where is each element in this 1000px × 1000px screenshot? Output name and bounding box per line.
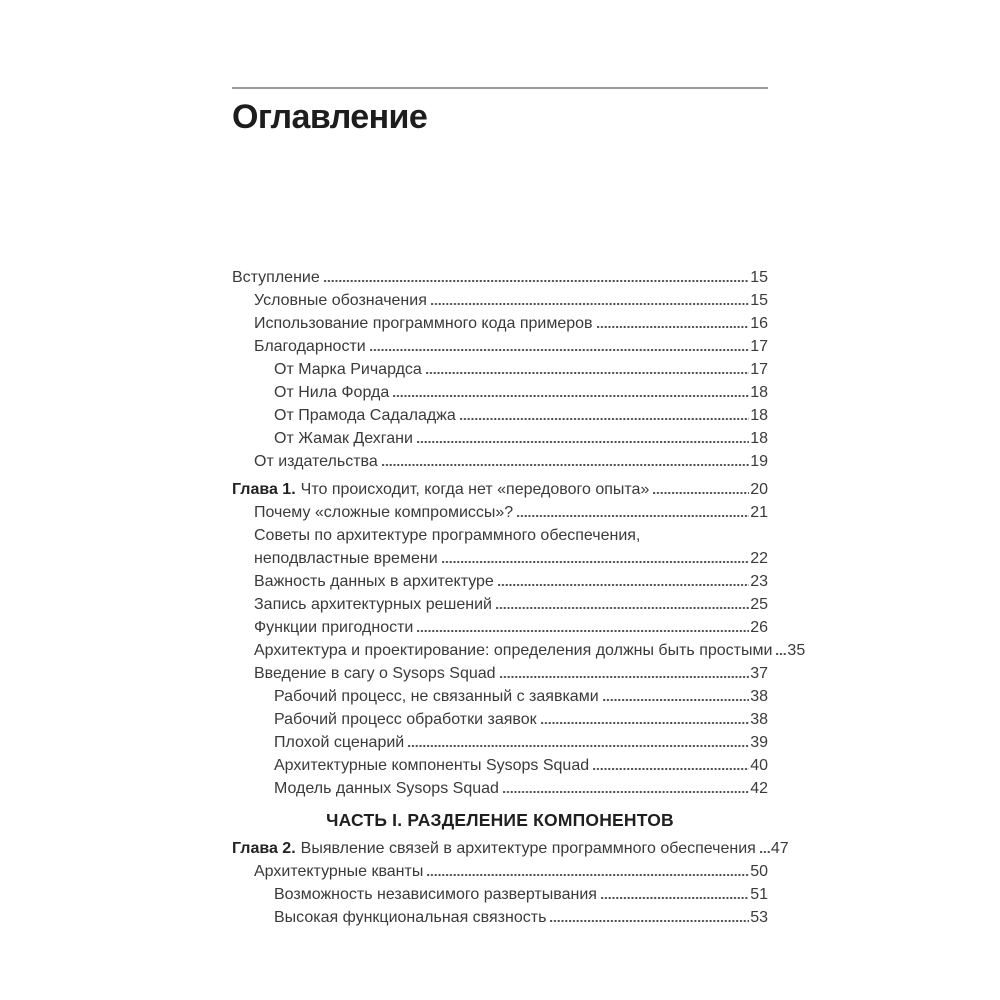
toc-entry-label: Важность данных в архитектуре	[254, 573, 494, 591]
toc-entry-label: Высокая функциональная связность	[274, 909, 547, 927]
page-number: 50	[750, 863, 768, 881]
dot-leader	[426, 372, 749, 374]
dot-leader	[500, 676, 750, 678]
toc-entry-label: Использование программного кода примеров	[254, 315, 593, 333]
toc-entry	[232, 358, 768, 381]
page-number: 35	[787, 642, 806, 660]
toc-entry	[232, 501, 768, 524]
toc-list	[232, 266, 806, 929]
page-number: 40	[750, 757, 768, 775]
page-number: 20	[750, 481, 768, 499]
page-number: 19	[750, 453, 768, 471]
dot-leader	[417, 441, 749, 443]
toc-entry	[232, 906, 768, 929]
toc-entry-label: Архитектура и проектирование: определения должны быть простыми	[254, 642, 773, 660]
toc-entry-label: От Жамак Дехгани	[274, 430, 413, 448]
chapter-number-prefix: Глава 1.	[232, 481, 296, 499]
dot-leader	[593, 768, 749, 770]
dot-leader	[431, 303, 749, 305]
page-number: 22	[750, 550, 768, 568]
page-number: 16	[750, 315, 768, 333]
toc-entry-label: Выявление связей в архитектуре программного обеспечения	[300, 840, 756, 858]
page-number: 18	[750, 384, 768, 402]
toc-entry	[232, 266, 768, 289]
toc-entry	[232, 731, 768, 754]
page-number: 18	[750, 407, 768, 425]
toc-entry-label: Рабочий процесс обработки заявок	[274, 711, 537, 729]
dot-leader	[776, 653, 786, 655]
toc-entry	[232, 883, 768, 906]
toc-entry	[232, 335, 768, 358]
dot-leader	[760, 851, 770, 853]
toc-entry-label: Возможность независимого развертывания	[274, 886, 597, 904]
toc-entry	[232, 524, 768, 547]
toc-entry	[232, 777, 768, 800]
toc-entry-label: От Нила Форда	[274, 384, 390, 402]
toc-entry-chapter	[232, 837, 789, 860]
toc-entry-label: Советы по архитектуре программного обеспечения,	[254, 527, 641, 545]
dot-leader	[597, 326, 750, 328]
toc-entry	[232, 593, 768, 616]
toc-entry	[232, 662, 768, 685]
toc-entry	[232, 450, 768, 473]
toc-entry-label: Что происходит, когда нет «передового опыта»	[300, 481, 650, 499]
toc-entry-label: Модель данных Sysops Squad	[274, 780, 499, 798]
toc-entry-label: От Марка Ричардса	[274, 361, 422, 379]
dot-leader	[601, 897, 749, 899]
page-number: 47	[770, 840, 789, 858]
dot-leader	[442, 561, 750, 563]
dot-leader	[498, 584, 749, 586]
chapter-number-prefix: Глава 2.	[232, 840, 296, 858]
page-title: Оглавление	[232, 98, 428, 136]
dot-leader	[417, 630, 749, 632]
page-number: 39	[750, 734, 768, 752]
page-number: 51	[750, 886, 768, 904]
page-number: 37	[750, 665, 768, 683]
toc-entry	[232, 754, 768, 777]
toc-entry	[232, 289, 768, 312]
part-heading: ЧАСТЬ I. РАЗДЕЛЕНИЕ КОМПОНЕНТОВ	[326, 810, 674, 831]
page-number: 23	[750, 573, 768, 591]
dot-leader	[382, 464, 749, 466]
toc-entry-label: Вступление	[232, 269, 320, 287]
dot-leader	[603, 699, 750, 701]
dot-leader	[550, 920, 749, 922]
toc-entry-label: Условные обозначения	[254, 292, 427, 310]
page-number: 38	[750, 711, 768, 729]
page-number: 18	[750, 430, 768, 448]
toc-entry	[232, 708, 768, 731]
dot-leader	[541, 722, 750, 724]
toc-entry	[232, 639, 806, 662]
page-number: 17	[750, 361, 768, 379]
dot-leader	[408, 745, 749, 747]
toc-entry-label: неподвластные времени	[254, 550, 438, 568]
page-number: 21	[750, 504, 768, 522]
page-number: 53	[750, 909, 768, 927]
dot-leader	[517, 515, 749, 517]
toc-entry-label: Введение в сагу о Sysops Squad	[254, 665, 496, 683]
toc-entry	[232, 312, 768, 335]
toc-entry-label: Рабочий процесс, не связанный с заявками	[274, 688, 599, 706]
toc-entry	[232, 685, 768, 708]
toc-entry-label: Почему «сложные компромиссы»?	[254, 504, 514, 522]
dot-leader	[370, 349, 749, 351]
toc-entry-label: От издательства	[254, 453, 378, 471]
dot-leader	[653, 492, 749, 494]
toc-entry	[232, 547, 768, 570]
page-number: 42	[750, 780, 768, 798]
toc-entry	[232, 570, 768, 593]
dot-leader	[427, 874, 749, 876]
dot-leader	[324, 280, 749, 282]
toc-entry	[232, 427, 768, 450]
dot-leader	[503, 791, 749, 793]
page-number: 17	[750, 338, 768, 356]
toc-entry	[232, 860, 768, 883]
toc-entry-label: Архитектурные компоненты Sysops Squad	[274, 757, 590, 775]
page-number: 26	[750, 619, 768, 637]
page-number: 15	[750, 292, 768, 310]
toc-entry-label: Функции пригодности	[254, 619, 414, 637]
toc-entry	[232, 404, 768, 427]
dot-leader	[393, 395, 749, 397]
toc-entry-label: От Прамода Садаладжа	[274, 407, 456, 425]
toc-entry-label: Благодарности	[254, 338, 366, 356]
dot-leader	[496, 607, 749, 609]
toc-entry	[232, 381, 768, 404]
toc-entry-label: Плохой сценарий	[274, 734, 405, 752]
toc-entry-label: Запись архитектурных решений	[254, 596, 492, 614]
page-number: 15	[750, 269, 768, 287]
dot-leader	[460, 418, 749, 420]
page-number: 25	[750, 596, 768, 614]
top-rule	[232, 87, 768, 89]
toc-entry-chapter	[232, 478, 768, 501]
page-content	[232, 0, 806, 929]
toc-entry	[232, 616, 768, 639]
toc-entry-label: Архитектурные кванты	[254, 863, 424, 881]
page-number: 38	[750, 688, 768, 706]
